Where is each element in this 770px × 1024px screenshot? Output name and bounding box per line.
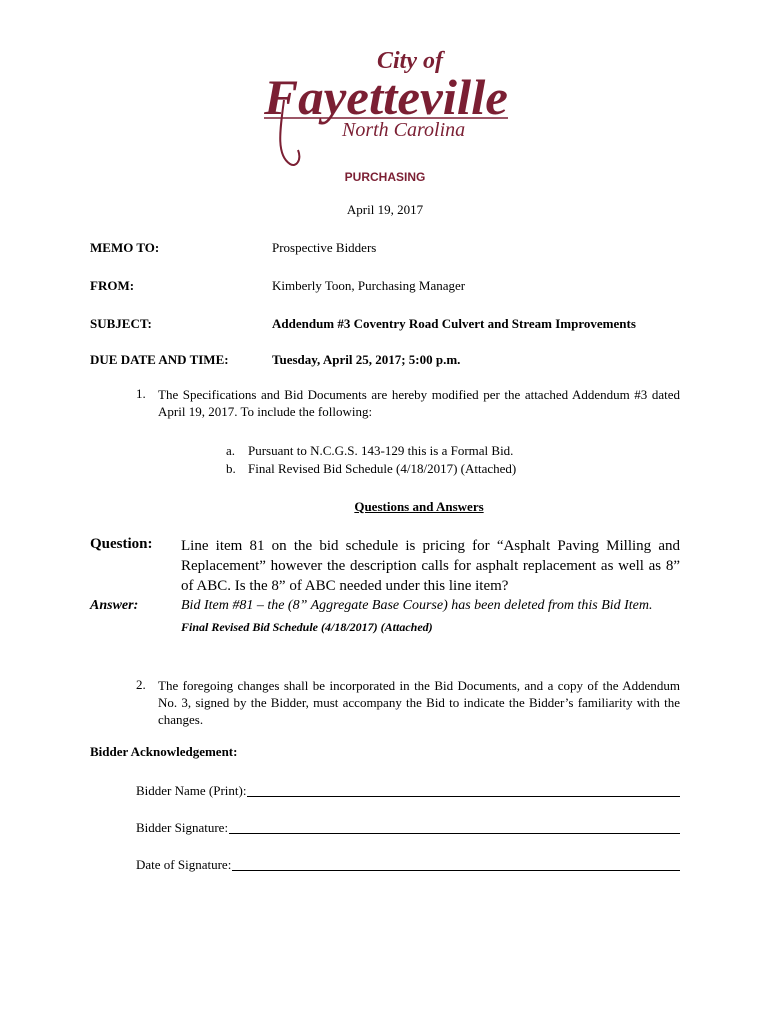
- bidder-name-label: Bidder Name (Print):: [136, 783, 247, 798]
- acknowledgement-heading: Bidder Acknowledgement:: [90, 744, 238, 759]
- date-of-signature-label: Date of Signature:: [136, 857, 232, 872]
- answer-label: Answer:: [90, 598, 139, 613]
- subject-label: SUBJECT:: [90, 316, 152, 331]
- svg-text:North Carolina: North Carolina: [342, 119, 466, 141]
- svg-text:Fayetteville: Fayetteville: [262, 69, 508, 125]
- memo-to-label: MEMO TO:: [90, 240, 160, 255]
- due-date-label: DUE DATE AND TIME:: [90, 352, 229, 367]
- bidder-signature-label: Bidder Signature:: [136, 820, 229, 835]
- answer-text: Bid Item #81 – the (8” Aggregate Base Course) has been deleted from this Bid Item.: [181, 598, 653, 613]
- from-value: Kimberly Toon, Purchasing Manager: [272, 278, 466, 293]
- memo-date: April 19, 2017: [346, 202, 424, 217]
- date-of-signature-field[interactable]: [136, 857, 680, 873]
- from-label: FROM:: [90, 278, 135, 293]
- answer-note: Final Revised Bid Schedule (4/18/2017) (Attached): [181, 620, 433, 634]
- item-2-text: The foregoing changes shall be incorporated in the Bid Documents, and a copy of the Addendum No. 3, signed by the Bidder, must accompany the Bid to indicate the Bidder’s familiarity with the changes.: [158, 678, 680, 727]
- item-2-number: 2.: [136, 677, 146, 692]
- question-label: Question:: [90, 536, 153, 552]
- subitem-b-text: Final Revised Bid Schedule (4/18/2017) (Attached): [248, 461, 517, 476]
- city-logo: [262, 40, 512, 170]
- bidder-name-field[interactable]: [136, 783, 680, 799]
- subitem-a-text: Pursuant to N.C.G.S. 143-129 this is a Formal Bid.: [248, 443, 514, 458]
- subitem-a-letter: a.: [226, 443, 236, 458]
- department-title: PURCHASING: [344, 170, 426, 184]
- bidder-signature-field[interactable]: [136, 820, 680, 836]
- subject-value: Addendum #3 Coventry Road Culvert and Stream Improvements: [272, 316, 636, 331]
- item-1-number: 1.: [136, 386, 146, 401]
- subitem-b-letter: b.: [226, 461, 236, 476]
- due-date-value: Tuesday, April 25, 2017; 5:00 p.m.: [272, 352, 461, 367]
- item-1-text: The Specifications and Bid Documents are hereby modified per the attached Addendum #3 dated April 19, 2017. To include the following:: [158, 387, 680, 419]
- bidder-signature-line[interactable]: [229, 820, 680, 834]
- date-of-signature-line[interactable]: [232, 857, 680, 871]
- qa-heading: Questions and Answers: [354, 499, 484, 514]
- memo-to-value: Prospective Bidders: [272, 240, 377, 255]
- bidder-name-line[interactable]: [247, 783, 680, 797]
- question-text: Line item 81 on the bid schedule is pricing for “Asphalt Paving Milling and Replacement” however the description calls for asphalt replacement as well as 8” of ABC. Is the 8” of ABC needed under this line item?: [181, 538, 680, 594]
- svg-text:City of: City of: [377, 48, 443, 74]
